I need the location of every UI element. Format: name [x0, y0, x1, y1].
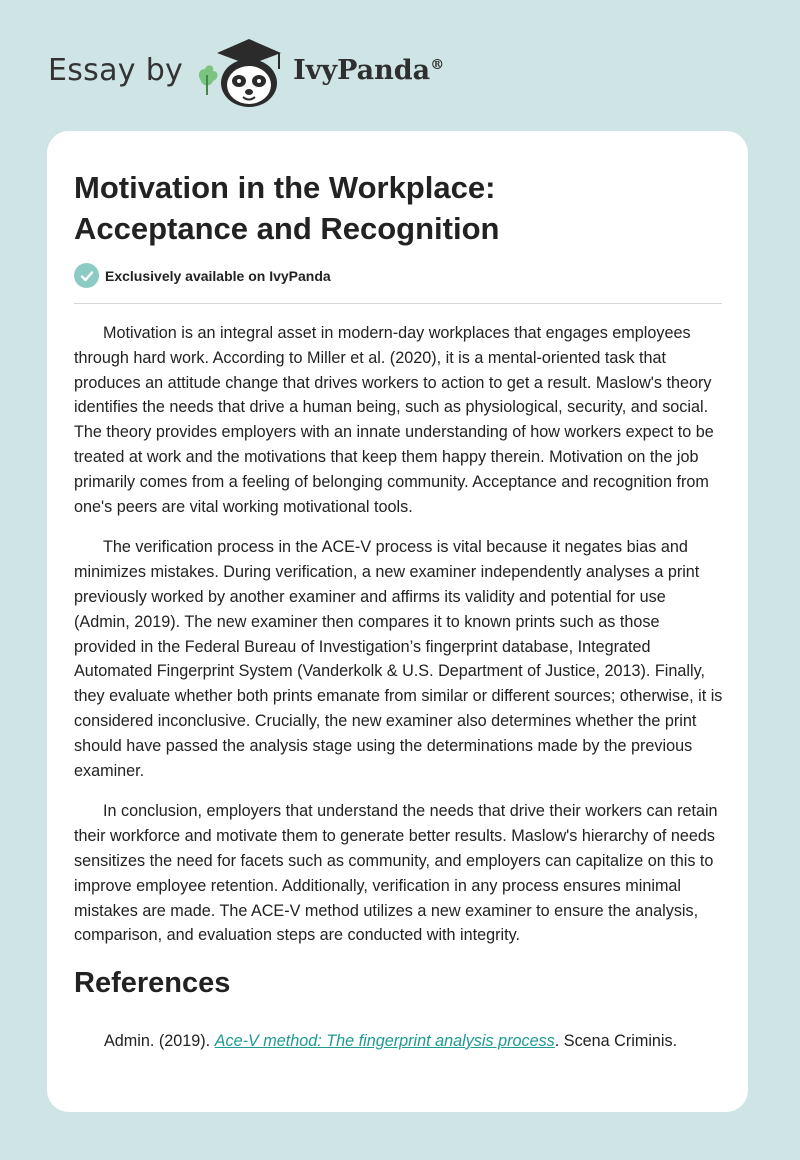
reference-item [104, 1029, 724, 1053]
essay-body [74, 321, 724, 964]
panda-mascot-icon [195, 31, 287, 109]
essay-card [47, 131, 748, 1112]
paragraph: The verification process in the ACE-V process is vital because it negates bias and minimizes mistakes. During verification, a new examiner independently analyses a print previously worked by another examiner and affirms its validity and potential for use (Admin, 2019). The new examiner then compares it to known prints such as those provided in the Federal Bureau of Investigation’s fingerprint database, Integrated Automated Fingerprint System (Vanderkolk & U.S. Department of Justice, 2013). Finally, they evaluate whether both prints emanate from similar or different sources; otherwise, it is considered inconclusive. Crucially, the new examiner also determines whether the print should have passed the analysis stage using the determinations made by the previous examiner. [74, 538, 723, 780]
checkmark-icon [74, 263, 99, 288]
reference-link[interactable]: Ace-V method: The fingerprint analysis process [214, 1032, 555, 1050]
reference-suffix: . Scena Criminis. [554, 1032, 678, 1050]
reference-prefix: Admin. (2019). [104, 1032, 215, 1050]
title-line-1: Motivation in the Workplace: [74, 170, 496, 205]
paragraph: In conclusion, employers that understand the needs that drive their workers can retain their workforce and motivate them to generate better results. Maslow's hierarchy of needs sensitizes the need for facets such as community, and employers can capitalize on this to improve employee retention. Additionally, verification in any process ensures minimal mistakes are made. The ACE-V method utilizes a new examiner to ensure the analysis, comparison, and evaluation steps are conducted with integrity. [74, 802, 718, 945]
paragraph: Motivation is an integral asset in modern-day workplaces that engages employees through hard work. According to Miller et al. (2020), it is a mental-oriented task that produces an attitude change that drives workers to action to get a result. Maslow's theory identifies the needs that drive a human being, such as physiological, security, and social. The theory provides employers with an innate understanding of how workers expect to be treated at work and the motivations that keep them happy therein. Motivation on the job primarily comes from a feeling of belonging community. Acceptance and recognition from one's peers are vital working motivational tools. [74, 324, 714, 516]
title-line-2: Acceptance and Recognition [74, 211, 500, 246]
divider [74, 303, 722, 304]
site-logo[interactable] [48, 30, 444, 110]
exclusive-label: Exclusively available on IvyPanda [105, 267, 331, 284]
logo-brand-name: IvyPanda® [293, 54, 445, 86]
essay-title [74, 167, 714, 249]
exclusive-badge [74, 263, 331, 288]
references-heading: References [74, 967, 231, 999]
logo-prefix: Essay by [48, 52, 184, 88]
